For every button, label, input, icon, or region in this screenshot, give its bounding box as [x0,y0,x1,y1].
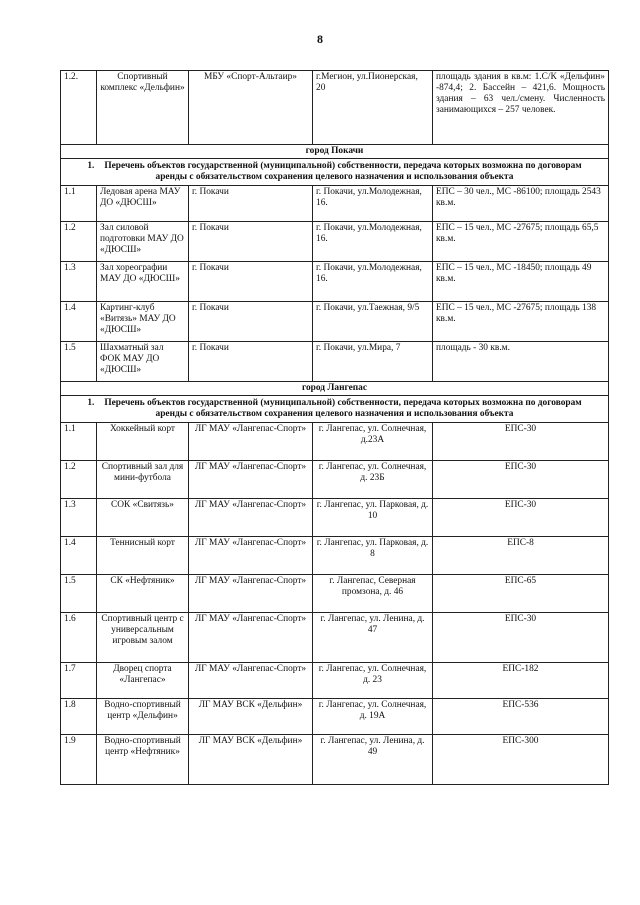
description: ЕПС-8 [433,537,609,575]
description: ЕПС-536 [433,699,609,735]
address: г. Покачи, ул.Молодежная, 16. [313,186,433,222]
object-name: Спортивный зал для мини-футбола [97,461,189,499]
object-name: Хоккейный корт [97,423,189,461]
organization: ЛГ МАУ «Лангепас-Спорт» [189,613,313,663]
object-name: СОК «Свитязь» [97,499,189,537]
description: площадь - 30 кв.м. [433,342,609,382]
row-number: 1.1 [61,186,97,222]
organization: г. Покачи [189,302,313,342]
section-title: Перечень объектов государственной (муниципальной) собственности, передача которых возможна по договорам аренды с обязательством сохранения целевого назначения и использования объекта [104,161,582,182]
description: ЕПС – 15 чел., МС -18450; площадь 49 кв.м. [433,262,609,302]
row-number: 1.8 [61,699,97,735]
city-name: город Покачи [61,145,609,159]
section-number: 1. [87,398,95,408]
row-number: 1.4 [61,302,97,342]
description: ЕПС – 15 чел., МС -27675; площадь 138 кв.м. [433,302,609,342]
description: ЕПС-30 [433,423,609,461]
address: г. Лангепас, ул. Парковая, д. 10 [313,499,433,537]
organization: ЛГ МАУ «Лангепас-Спорт» [189,423,313,461]
table-row [61,499,609,537]
row-number: 1.9 [61,735,97,785]
address: г. Покачи, ул.Мира, 7 [313,342,433,382]
row-number: 1.5 [61,342,97,382]
address: г.Мегион, ул.Пионерская, 20 [313,71,433,145]
table-row [61,537,609,575]
table-row [61,735,609,785]
row-number: 1.1 [61,423,97,461]
city-header [61,382,609,396]
table-row [61,663,609,699]
row-number: 1.7 [61,663,97,699]
organization: г. Покачи [189,342,313,382]
address: г. Покачи, ул.Молодежная, 16. [313,262,433,302]
description: ЕПС-65 [433,575,609,613]
row-number: 1.2 [61,461,97,499]
page-number: 8 [317,32,323,46]
object-name: Спортивный центр с универсальным игровым залом [97,613,189,663]
object-name: Зал хореографии МАУ ДО «ДЮСШ» [97,262,189,302]
object-name: Спортивный комплекс «Дельфин» [97,71,189,145]
row-number: 1.2. [61,71,97,145]
object-name: Шахматный зал ФОК МАУ ДО «ДЮСШ» [97,342,189,382]
table-row [61,613,609,663]
organization: ЛГ МАУ «Лангепас-Спорт» [189,663,313,699]
row-number: 1.3 [61,262,97,302]
address: г. Лангепас, ул. Солнечная, д. 23Б [313,461,433,499]
organization: ЛГ МАУ «Лангепас-Спорт» [189,499,313,537]
object-name: СК «Нефтяник» [97,575,189,613]
table-row [61,423,609,461]
address: г. Покачи, ул.Таежная, 9/5 [313,302,433,342]
table-row [61,342,609,382]
row-number: 1.4 [61,537,97,575]
table-row [61,71,609,145]
description: ЕПС-300 [433,735,609,785]
organization: ЛГ МАУ ВСК «Дельфин» [189,735,313,785]
organization: ЛГ МАУ ВСК «Дельфин» [189,699,313,735]
description: площадь здания в кв.м: 1.С/К «Дельфин» -874,4; 2. Бассейн – 421,6. Мощность здания – 63 чел./смену. Численность занимающихся – 257 человек. [433,71,609,145]
description: ЕПС – 15 чел., МС -27675; площадь 65,5 кв.м. [433,222,609,262]
table-row [61,699,609,735]
table-row [61,302,609,342]
organization: МБУ «Спорт-Альтаир» [189,71,313,145]
organization: г. Покачи [189,262,313,302]
description: ЕПС – 30 чел., МС -86100; площадь 2543 кв.м. [433,186,609,222]
object-name: Водно-спортивный центр «Нефтяник» [97,735,189,785]
object-name: Водно-спортивный центр «Дельфин» [97,699,189,735]
table-row [61,186,609,222]
row-number: 1.2 [61,222,97,262]
organization: ЛГ МАУ «Лангепас-Спорт» [189,537,313,575]
object-name: Теннисный корт [97,537,189,575]
section-title-cell [61,159,609,186]
row-number: 1.6 [61,613,97,663]
city-header [61,145,609,159]
objects-table [60,70,609,785]
city-name: город Лангепас [61,382,609,396]
table-row [61,222,609,262]
address: г. Лангепас, Северная промзона, д. 46 [313,575,433,613]
address: г. Лангепас, ул. Солнечная, д. 19А [313,699,433,735]
organization: ЛГ МАУ «Лангепас-Спорт» [189,575,313,613]
row-number: 1.5 [61,575,97,613]
organization: г. Покачи [189,222,313,262]
section-title: Перечень объектов государственной (муниципальной) собственности, передача которых возможна по договорам аренды с обязательством сохранения целевого назначения и использования объекта [104,398,582,419]
address: г. Лангепас, ул. Ленина, д. 47 [313,613,433,663]
description: ЕПС-30 [433,461,609,499]
object-name: Картинг-клуб «Витязь» МАУ ДО «ДЮСШ» [97,302,189,342]
section-header [61,396,609,423]
table-row [61,575,609,613]
row-number: 1.3 [61,499,97,537]
organization: г. Покачи [189,186,313,222]
object-name: Зал силовой подготовки МАУ ДО «ДЮСШ» [97,222,189,262]
address: г. Лангепас, ул. Солнечная, д. 23 [313,663,433,699]
address: г. Лангепас, ул. Солнечная, д.23А [313,423,433,461]
address: г. Лангепас, ул. Парковая, д. 8 [313,537,433,575]
section-header [61,159,609,186]
section-number: 1. [87,161,95,171]
table-row [61,262,609,302]
description: ЕПС-30 [433,613,609,663]
description: ЕПС-182 [433,663,609,699]
object-name: Дворец спорта «Лангепас» [97,663,189,699]
description: ЕПС-30 [433,499,609,537]
organization: ЛГ МАУ «Лангепас-Спорт» [189,461,313,499]
address: г. Лангепас, ул. Ленина, д. 49 [313,735,433,785]
address: г. Покачи, ул.Молодежная, 16. [313,222,433,262]
object-name: Ледовая арена МАУ ДО «ДЮСШ» [97,186,189,222]
section-title-cell [61,396,609,423]
table-row [61,461,609,499]
